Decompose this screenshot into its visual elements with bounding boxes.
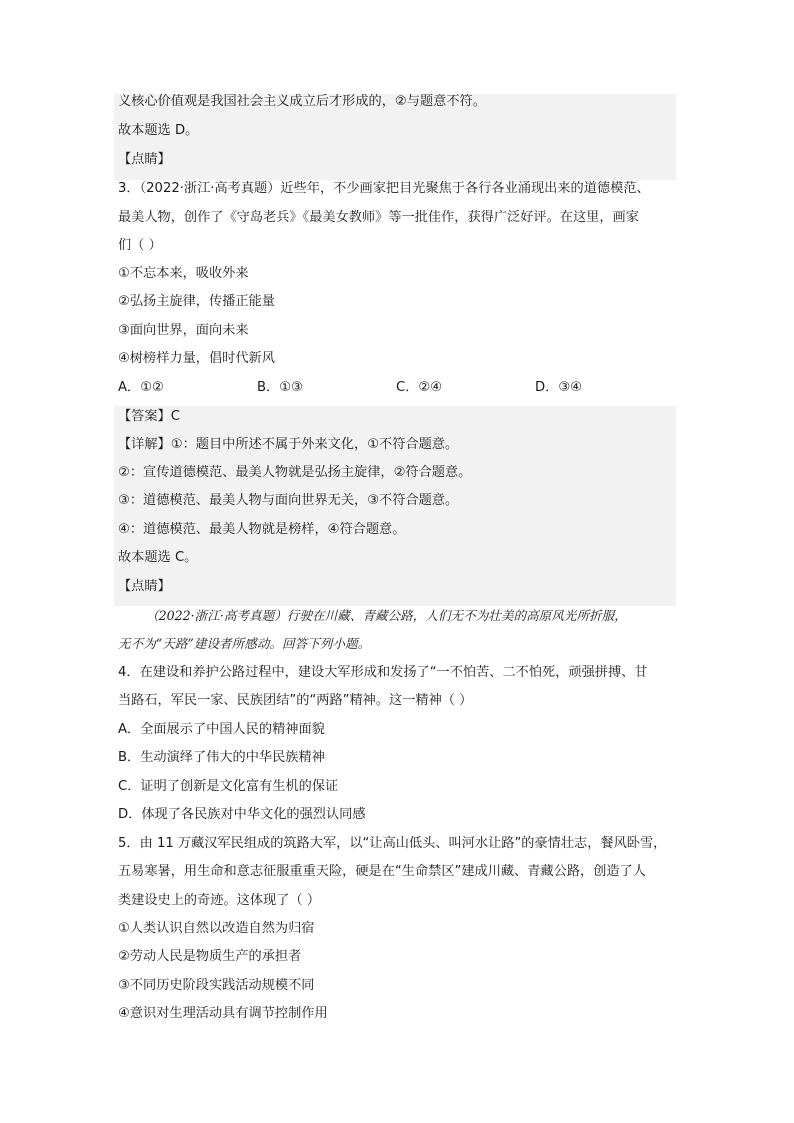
question-4-option: A．全面展示了中国人民的精神面貌 — [118, 722, 325, 737]
question-3-stem: 最美人物，创作了《守岛老兵》《最美女教师》等一批佳作，获得广泛好评。在这里，画家 — [118, 210, 639, 225]
detail-text: 【详解】①：题目中所述不属于外来文化，①不符合题意。 — [118, 437, 459, 452]
question-5-item: ②劳动人民是物质生产的承担者 — [118, 949, 302, 964]
detail-text: ②：宣传道德模范、最美人物就是弘扬主旋律，②符合题意。 — [118, 465, 472, 480]
question-3-item: ①不忘本来，吸收外来 — [118, 266, 249, 281]
explanation-text: 义核心价值观是我国社会主义成立后才形成的，②与题意不符。 — [118, 94, 486, 109]
option-c: C．②④ — [396, 380, 443, 395]
option-d: D．③④ — [535, 380, 582, 395]
question-3-item: ②弘扬主旋律，传播正能量 — [118, 294, 275, 309]
tip-heading: 【点睛】 — [118, 579, 171, 594]
question-3-item: ③面向世界，面向未来 — [118, 323, 249, 338]
question-3-stem: 3．（2022·浙江·高考真题）近些年，不少画家把目光聚焦于各行各业涌现出来的道德模范、 — [118, 181, 650, 196]
conclusion-text: 故本题选 D。 — [118, 123, 199, 138]
question-5-stem: 五易寒暑，用生命和意志征服重重天险，硬是在“生命禁区”建成川藏、青藏公路，创造了人 — [118, 864, 646, 879]
question-4-stem: 4．在建设和养护公路过程中，建设大军形成和发扬了“一不怕苦、二不怕死，顽强拼搏、甘 — [118, 665, 648, 680]
question-4-option: B．生动演绎了伟大的中华民族精神 — [118, 750, 325, 765]
question-3-item: ④树榜样力量，倡时代新风 — [118, 351, 275, 366]
option-a: A．①② — [118, 380, 164, 395]
group-intro: （2022·浙江·高考真题）行驶在川藏、青藏公路，人们无不为壮美的高原风光所折服， — [146, 608, 627, 623]
group-intro: 无不为“天路”建设者所感动。回答下列小题。 — [118, 636, 371, 651]
option-b: B．①③ — [257, 380, 303, 395]
conclusion-text: 故本题选 C。 — [118, 550, 198, 565]
question-4-option: C．证明了创新是文化富有生机的保证 — [118, 779, 339, 794]
question-4-option: D．体现了各民族对中华文化的强烈认同感 — [118, 807, 366, 822]
answer-text: 【答案】C — [118, 409, 180, 424]
question-5-item: ④意识对生理活动具有调节控制作用 — [118, 1006, 328, 1021]
question-4-stem: 当路石，军民一家、民族团结”的“两路”精神。这一精神（ ） — [118, 693, 473, 708]
tip-heading: 【点睛】 — [118, 152, 171, 167]
detail-text: ④：道德模范、最美人物就是榜样，④符合题意。 — [118, 522, 406, 537]
question-5-item: ①人类认识自然以改造自然为归宿 — [118, 921, 315, 936]
question-5-stem: 5．由 11 万藏汉军民组成的筑路大军，以“让高山低头、叫河水让路”的豪情壮志，餐风卧雪， — [118, 836, 667, 851]
question-3-stem: 们（ ） — [118, 238, 162, 253]
question-5-stem: 类建设史上的奇迹。这体现了（ ） — [118, 893, 321, 908]
question-5-item: ③不同历史阶段实践活动规模不同 — [118, 978, 315, 993]
detail-text: ③：道德模范、最美人物与面向世界无关，③不符合题意。 — [118, 493, 459, 508]
